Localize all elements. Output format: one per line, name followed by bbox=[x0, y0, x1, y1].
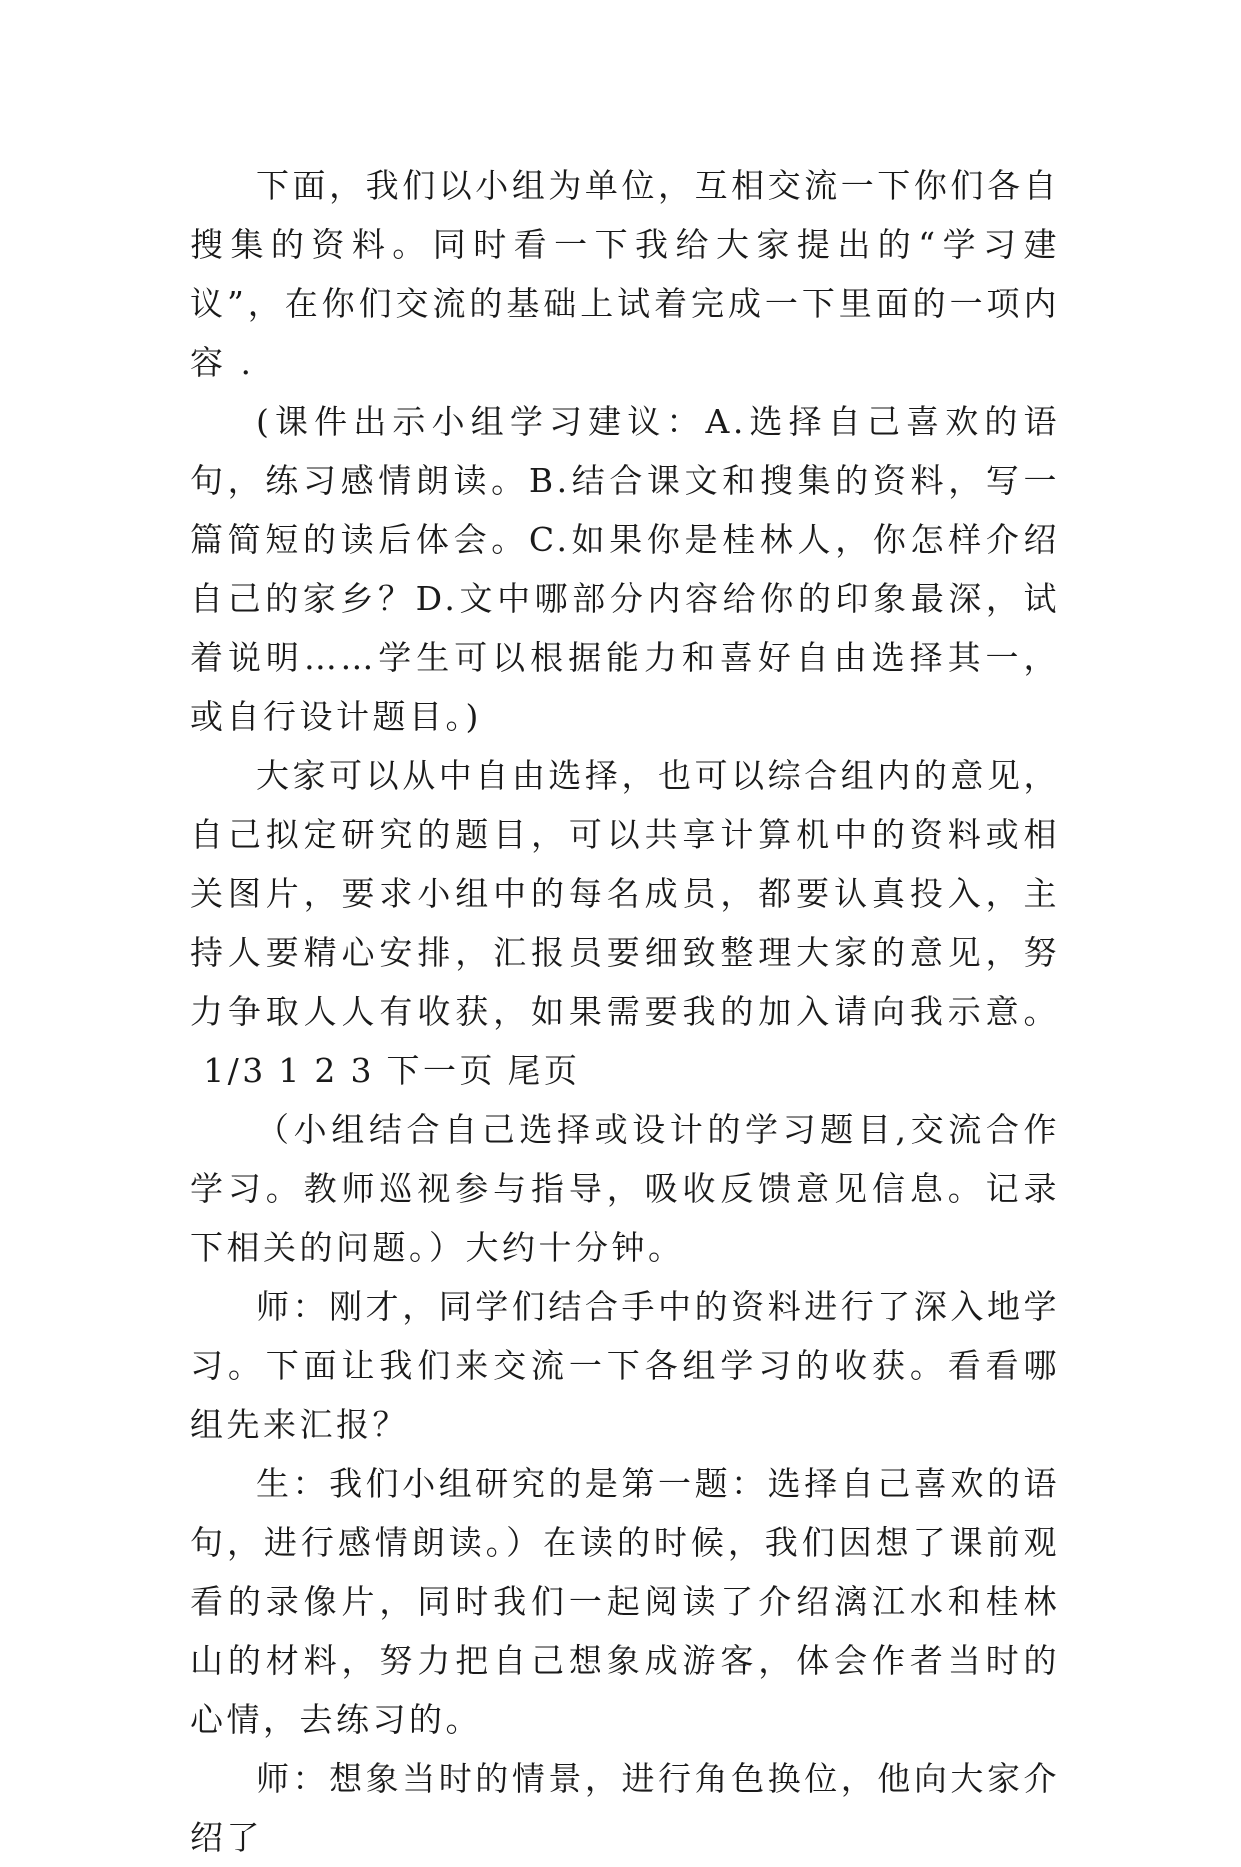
page-indicator: 1/3 bbox=[203, 1051, 267, 1090]
paragraph: (课件出示小组学习建议：A.选择自己喜欢的语句，练习感情朗读。B.结合课文和搜集的资料，写一篇简短的读后体会。C.如果你是桂林人，你怎样介绍自己的家乡？D.文中哪部分内容给你的印象最深，试着说明……学生可以根据能力和喜好自由选择其一，或自行设计题目。) bbox=[190, 402, 1060, 736]
paragraph: （小组结合自己选择或设计的学习题目,交流合作学习。教师巡视参与指导，吸收反馈意见信息。记录下相关的问题。）大约十分钟。 bbox=[190, 1110, 1060, 1267]
pagination bbox=[190, 1051, 581, 1090]
paragraph-text: 大家可以从中自由选择，也可以综合组内的意见，自己拟定研究的题目，可以共享计算机中的资料或相关图片，要求小组中的每名成员，都要认真投入，主持人要精心安排，汇报员要细致整理大家的意见，努力争取人人有收获，如果需要我的加入请向我示意。 bbox=[190, 756, 1060, 1031]
page-link-3[interactable]: 3 bbox=[350, 1051, 375, 1090]
paragraph: 生：我们小组研究的是第一题：选择自己喜欢的语句，进行感情朗读。）在读的时候，我们因想了课前观看的录像片，同时我们一起阅读了介绍漓江水和桂林山的材料，努力把自己想象成游客，体会作者当时的心情，去练习的。 bbox=[190, 1464, 1060, 1739]
page-link-2[interactable]: 2 bbox=[314, 1051, 339, 1090]
last-page-link[interactable]: 尾页 bbox=[507, 1051, 581, 1090]
paragraph bbox=[190, 746, 1060, 1100]
paragraph: 下面，我们以小组为单位，互相交流一下你们各自搜集的资料。同时看一下我给大家提出的“学习建议”，在你们交流的基础上试着完成一下里面的一项内容 . bbox=[190, 166, 1060, 382]
document-body bbox=[190, 156, 1060, 1867]
next-page-link[interactable]: 下一页 bbox=[386, 1051, 496, 1090]
paragraph: 师：刚才，同学们结合手中的资料进行了深入地学习。下面让我们来交流一下各组学习的收获。看看哪组先来汇报？ bbox=[190, 1287, 1060, 1444]
paragraph: 师：想象当时的情景，进行角色换位，他向大家介绍了 bbox=[190, 1759, 1060, 1857]
page-link-1[interactable]: 1 bbox=[278, 1051, 303, 1090]
